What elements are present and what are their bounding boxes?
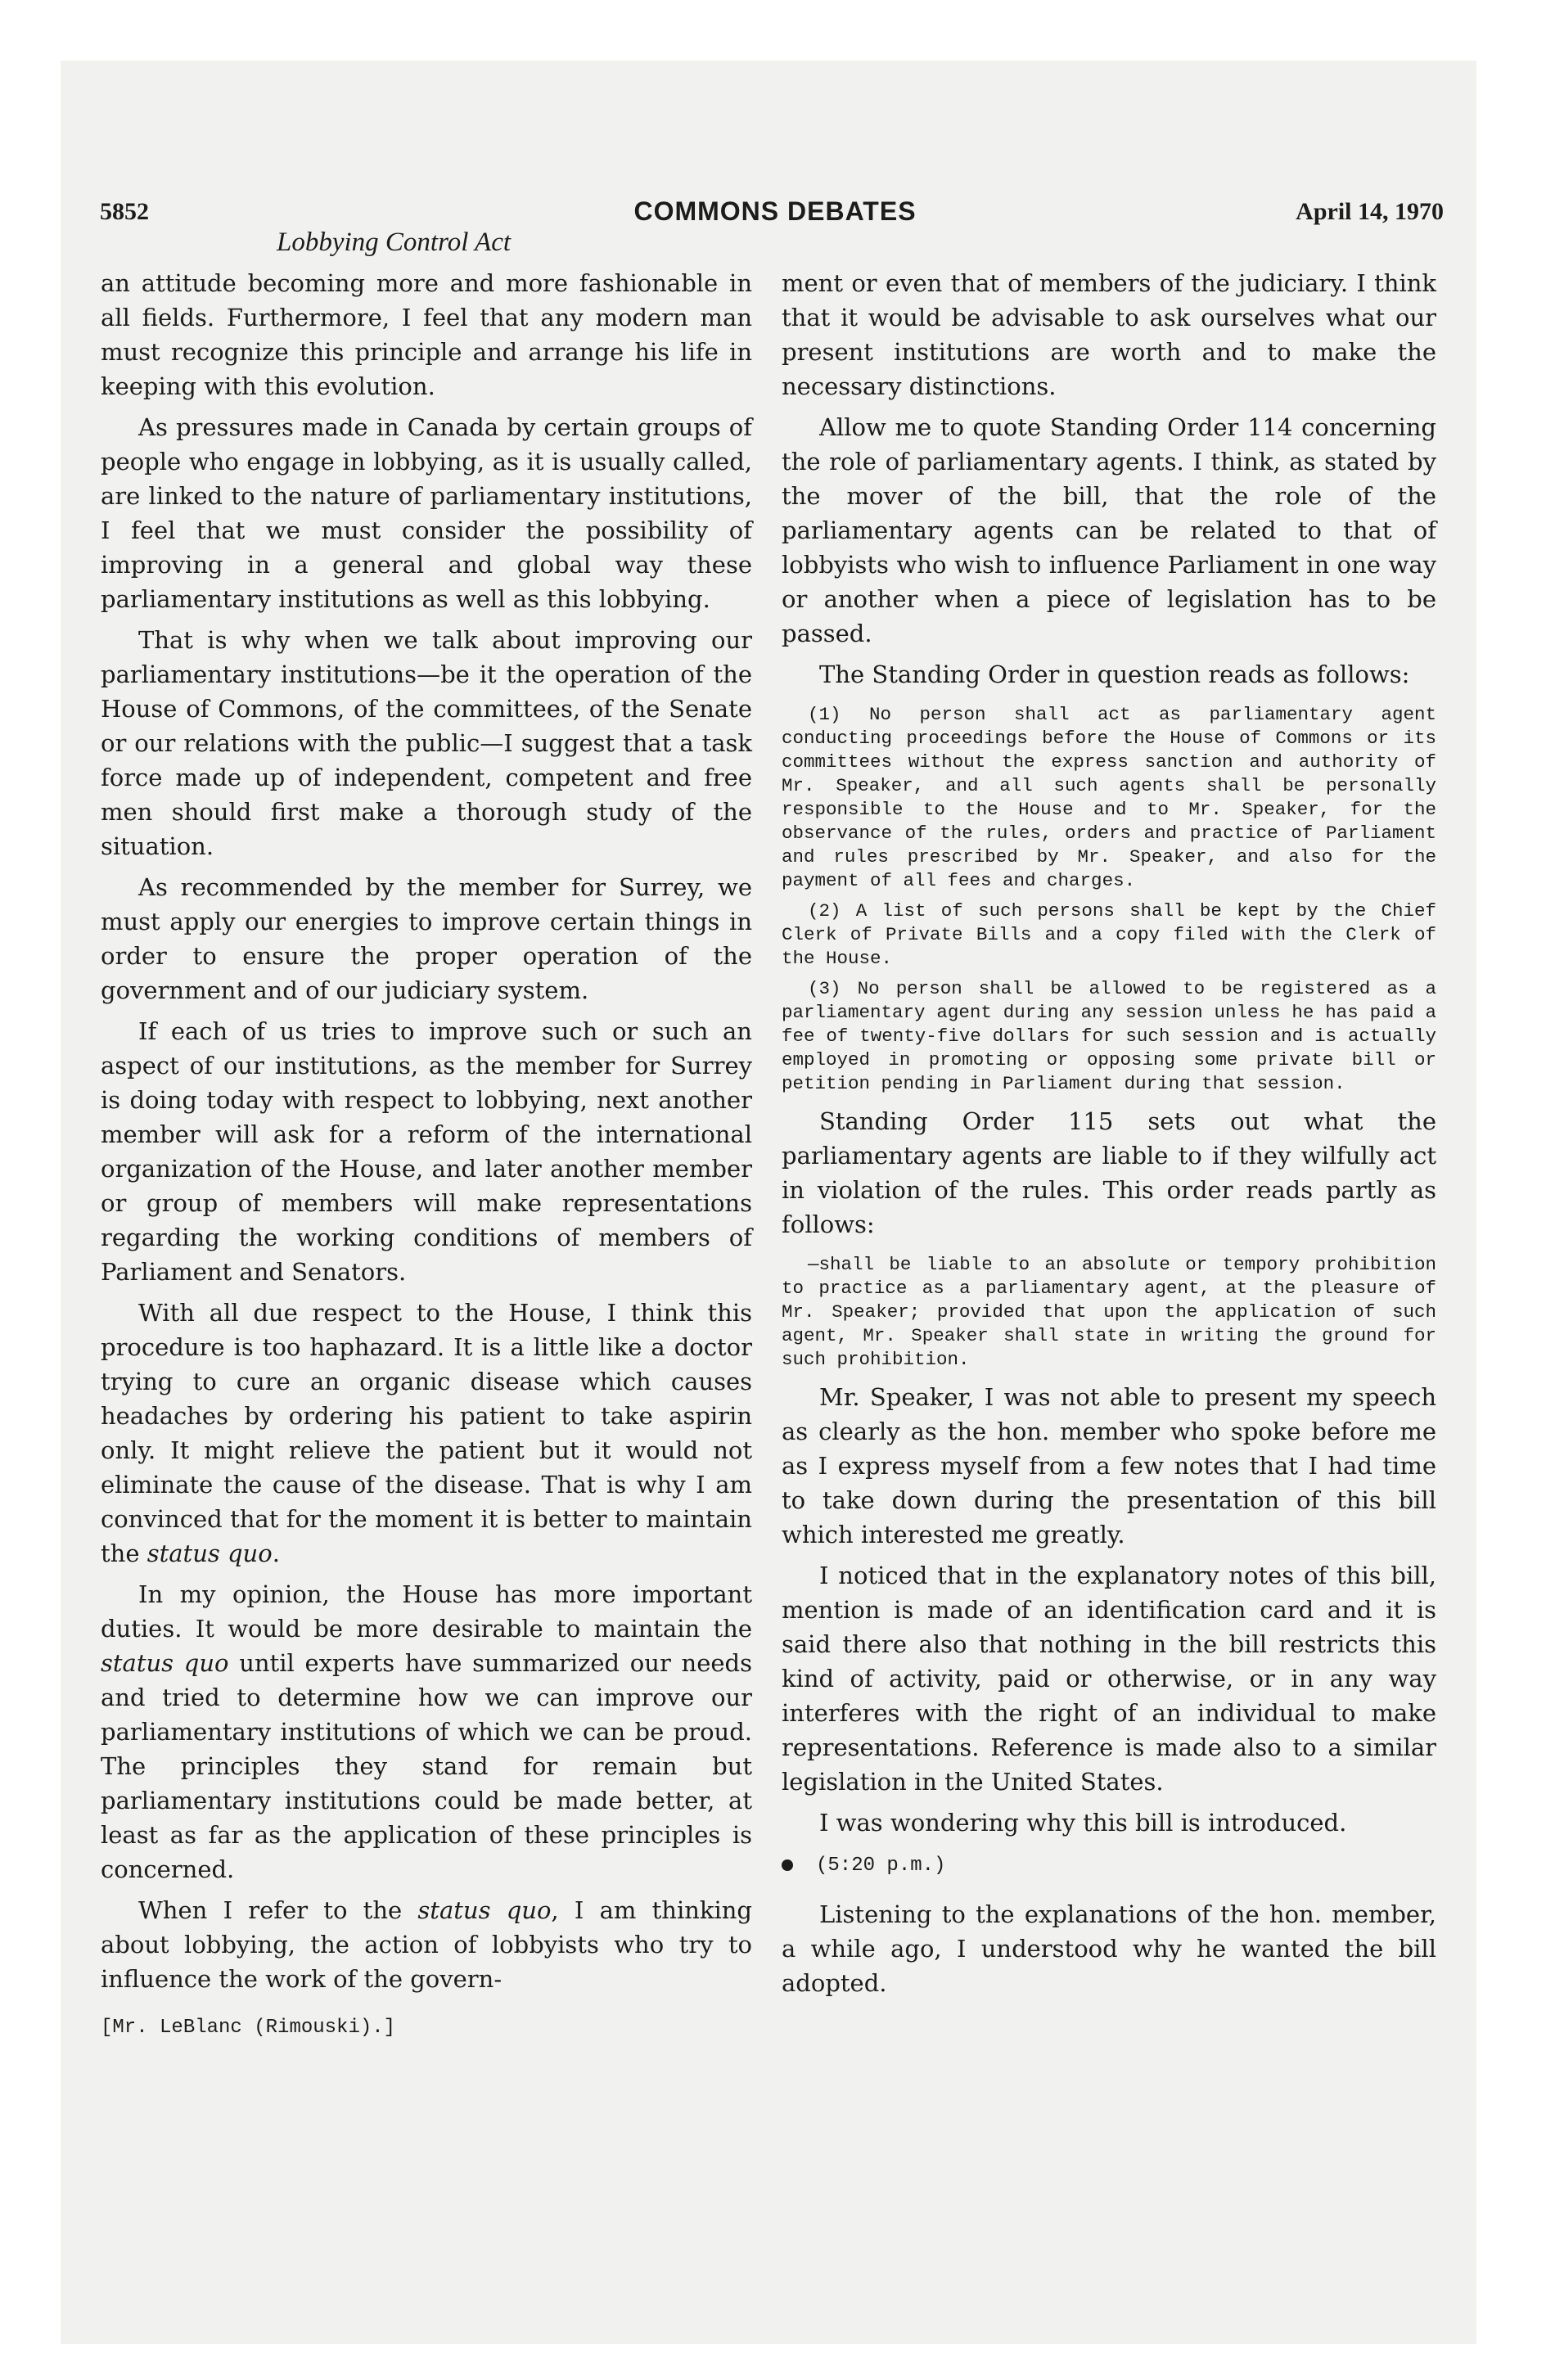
paragraph: The Standing Order in question reads as follows: [819, 660, 1410, 688]
italic-term: status quo [146, 1539, 273, 1567]
standing-order-114-quote [782, 703, 1436, 1096]
text-run: When I refer to the [138, 1896, 418, 1924]
speaker-attribution: [Mr. LeBlanc (Rimouski).] [101, 2017, 396, 2039]
running-head: Lobbying Control Act [277, 228, 512, 257]
paragraph: Standing Order 115 sets out what the parliamentary agents are liable to if they wilfully act in violation of the rules. This order reads partly as follows: [782, 1107, 1436, 1238]
left-column [101, 266, 752, 2045]
paragraph: ment or even that of members of the judiciary. I think that it would be advisable to ask ourselves what our present institutions are worth and to make the necessary distinctions. [782, 269, 1436, 400]
paragraph: Mr. Speaker, I was not able to present my speech as clearly as the hon. member who spoke before me as I express myself from a few notes that I had time to take down during the presentation of this bill which interested me greatly. [782, 1383, 1436, 1548]
paragraph: I was wondering why this bill is introduced. [819, 1809, 1347, 1837]
paragraph: Listening to the explanations of the hon. member, a while ago, I understood why he wanted the bill adopted. [782, 1900, 1436, 1997]
paragraph [101, 1296, 752, 1571]
time-stamp [782, 1850, 1436, 1882]
text-run: . [272, 1539, 280, 1567]
quote-clause: (1) No person shall act as parliamentary agent conducting proceedings before the House of Commons or its committees without the express sanction and authority of Mr. Speaker, and all such agents shall be personally responsible to the House and to Mr. Speaker, for the observance of the rules, orders and practice of Parliament and rules prescribed by Mr. Speaker, and also for the payment of all fees and charges. [782, 704, 1436, 891]
paragraph: If each of us tries to improve such or such an aspect of our institutions, as the member for Surrey is doing today with respect to lobbying, next another member will ask for a reform of the international organization of the House, and later another member or group of members will make representations regarding the working conditions of members of Parliament and Senators. [101, 1017, 752, 1286]
quote-clause: (2) A list of such persons shall be kept by the Chief Clerk of Private Bills and a copy filed with the Clerk of the House. [782, 900, 1436, 969]
page-date: April 14, 1970 [1296, 198, 1444, 225]
time-stamp-text: (5:20 p.m.) [816, 1855, 946, 1877]
paragraph: As recommended by the member for Surrey, we must apply our energies to improve certain things in order to ensure the proper operation of the government and of our judiciary system. [101, 873, 752, 1004]
text-run: With all due respect to the House, I think this procedure is too haphazard. It is a little like a doctor trying to cure an organic disease which causes headaches by ordering his patient to take aspirin only. It might relieve the patient but it would not eliminate the cause of the disease. That is why I am convinced that for the moment it is better to maintain the [101, 1299, 752, 1567]
text-run: , I am thinking about lobbying, the action of lobbyists who try to influence the work of the govern- [101, 1896, 752, 1993]
publication-title: COMMONS DEBATES [633, 196, 917, 226]
paragraph: Allow me to quote Standing Order 114 concerning the role of parliamentary agents. I think, as stated by the mover of the bill, that the role of the parliamentary agents can be related to that of lobbyists who wish to influence Parliament in one way or another when a piece of legislation has to be passed. [782, 413, 1436, 647]
page-number: 5852 [100, 198, 149, 225]
standing-order-115-quote [782, 1253, 1436, 1372]
text-run: until experts have summarized our needs and tried to determine how we can improve our parliamentary institutions of which we can be proud. The principles they stand for remain but parliamentary institutions could be made better, at least as far as the application of these principles is concerned. [101, 1649, 752, 1883]
quote-clause: —shall be liable to an absolute or tempory prohibition to practice as a parliamentary agent, at the pleasure of Mr. Speaker; provided that upon the application of such agent, Mr. Speaker shall state in writing the ground for such prohibition. [782, 1254, 1436, 1370]
paragraph: As pressures made in Canada by certain groups of people who engage in lobbying, as it is usually called, are linked to the nature of parliamentary institutions, I feel that we must consider the possibility of improving in a general and global way these parliamentary institutions as well as this lobbying. [101, 413, 752, 613]
paragraph: I noticed that in the explanatory notes of this bill, mention is made of an identification card and it is said there also that nothing in the bill restricts this kind of activity, paid or otherwise, or in any way interferes with the right of an individual to make representations. Reference is made also to a similar legislation in the United States. [782, 1562, 1436, 1796]
right-column [782, 266, 1436, 2007]
italic-term: status quo [101, 1649, 229, 1677]
paragraph [101, 1577, 752, 1886]
bullet-icon [782, 1859, 793, 1871]
paragraph [101, 1893, 752, 1996]
quote-clause: (3) No person shall be allowed to be registered as a parliamentary agent during any session unless he has paid a fee of twenty-five dollars for such session and is actually employed in promoting or opposing some private bill or petition pending in Parliament during that session. [782, 978, 1436, 1094]
text-run: In my opinion, the House has more important duties. It would be more desirable to maintain the [101, 1580, 752, 1643]
italic-term: status quo [417, 1896, 552, 1924]
paragraph: That is why when we talk about improving our parliamentary institutions—be it the operation of the House of Commons, of the committees, of the Senate or our relations with the public—I suggest that a task force made up of independent, competent and free men should first make a thorough study of the situation. [101, 626, 752, 860]
paragraph: an attitude becoming more and more fashionable in all fields. Furthermore, I feel that any modern man must recognize this principle and arrange his life in keeping with this evolution. [101, 269, 752, 400]
